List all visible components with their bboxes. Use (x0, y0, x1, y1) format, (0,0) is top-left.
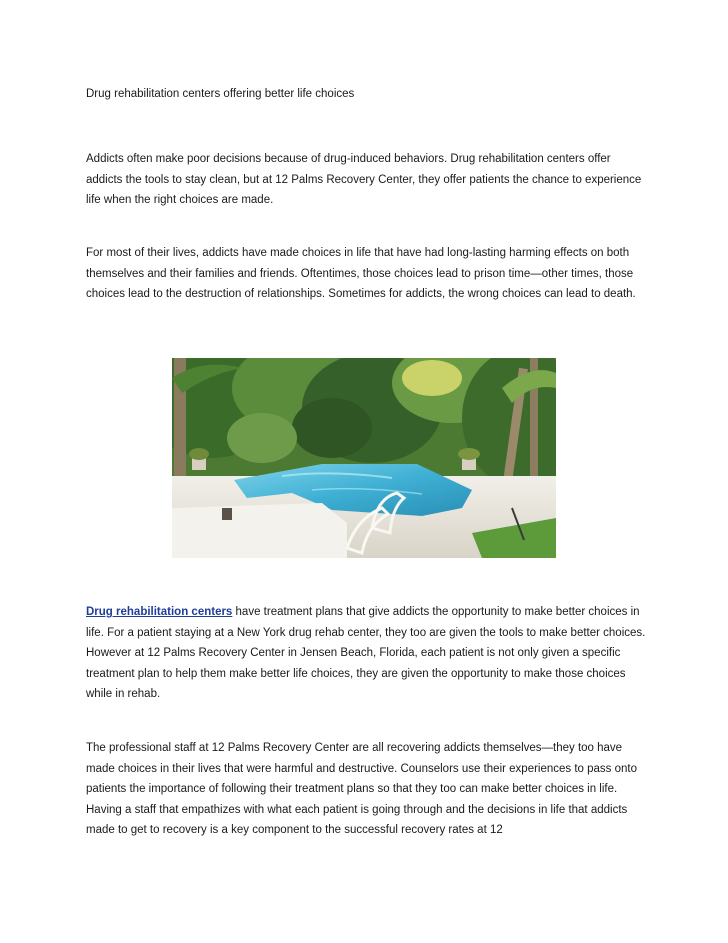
paragraph-treatment (86, 602, 646, 705)
pool-photo (172, 358, 556, 558)
document-title: Drug rehabilitation centers offering better life choices (86, 88, 355, 100)
paragraph-choices: For most of their lives, addicts have made choices in life that have had long-lasting harming effects on both themselves and their families and friends. Oftentimes, those choices lead to prison time—other times, those choices lead to the destruction of relationships. Sometimes for addicts, the wrong choices can lead to death. (86, 247, 636, 300)
drug-rehab-centers-link[interactable]: Drug rehabilitation centers (86, 606, 233, 618)
paragraph-intro: Addicts often make poor decisions because of drug-induced behaviors. Drug rehabilitation centers offer addicts the tools to stay clean, but at 12 Palms Recovery Center, they offer patients the chance to experience life when the right choices are made. (86, 153, 642, 206)
paragraph-treatment-text: have treatment plans that give addicts the opportunity to make better choices in life. For a patient staying at a New York drug rehab center, they too are given the tools to make better choices. However at 12 Palms Recovery Center in Jensen Beach, Florida, each patient is not only given a specific treatment plan to help them make better life choices, they are given the opportunity to make those choices while in rehab. (86, 606, 646, 700)
paragraph-staff: The professional staff at 12 Palms Recovery Center are all recovering addicts themselves—they too have made choices in their lives that were harmful and destructive. Counselors use their experiences to pass onto patients the importance of following their treatment plans so that they too can make better choices in life. Having a staff that empathizes with what each patient is going through and the decisions in life that addicts made to get to recovery is a key component to the successful recovery rates at 12 (86, 742, 638, 836)
